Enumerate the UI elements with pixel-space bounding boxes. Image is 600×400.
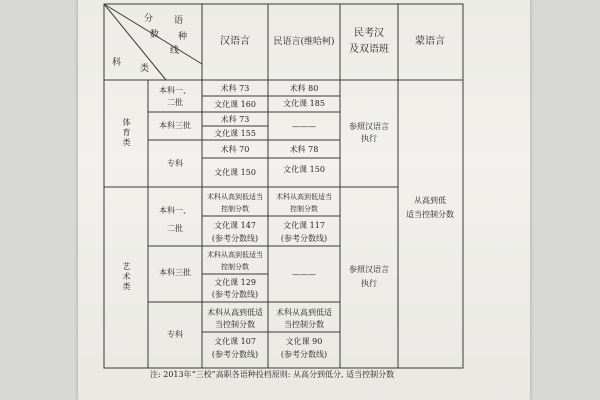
arts-batch12-line2: 二批 [167,224,183,233]
header-diag-fen: 分 [144,14,154,24]
arts-han-zk-ref: (参考分数线) [211,350,259,359]
sports-zhuanke: 专科 [167,159,183,168]
arts-zhuanke: 专科 [167,330,183,339]
header-diag-xian: 线 [170,46,180,56]
sports-batch12-line1: 本科一、 [159,86,191,95]
arts-min-b12-wenhua: 文化课 117 [283,221,325,230]
sports-minkao-line1: 参照汉语言 [349,122,389,131]
arts-min-zk-shuke-line1: 术科从高到低适 [276,308,332,317]
arts-han-b12-shuke-line2: 控制分数 [221,205,249,213]
arts-min-zk-wenhua: 文化课 90 [285,337,323,346]
sports-min-zk-wenhua: 文化课 150 [283,165,325,174]
arts-min-b3-dash: ——— [292,270,316,279]
arts-han-b3-shuke-line1: 术科从高到低适当 [207,251,263,259]
sports-minkao-line2: 执行 [361,134,377,143]
sports-batch12-line2: 二批 [167,98,183,107]
arts-min-zk-shuke-line2: 当控制分数 [284,320,324,329]
column-header-han: 汉语言 [220,36,250,47]
arts-min-b12-shuke-line2: 控制分数 [290,205,318,213]
sports-min-b12-shuke: 术科 80 [289,84,319,93]
arts-han-zk-shuke-line2: 当控制分数 [215,320,255,329]
footnote: 注: 2013年“三校”高职各语种投档原则: 从高分到低分, 适当控制分数 [150,370,395,379]
arts-minkao-line1: 参照汉语言 [349,265,389,274]
arts-han-b3-shuke-line2: 控制分数 [221,263,249,271]
column-header-minkao-line1: 民考汉 [354,28,384,39]
arts-han-b12-ref: (参考分数线) [211,234,259,243]
arts-han-zk-shuke-line1: 术科从高到低适 [207,308,263,317]
column-header-minkao-line2: 及双语班 [349,44,389,55]
sports-min-b3-dash: ——— [292,122,316,131]
arts-batch3: 本科三批 [159,268,191,277]
sports-han-zk-wenhua: 文化课 150 [214,168,256,177]
category-sports: 体育类 [122,118,131,148]
column-header-min: 民语言(维哈柯) [273,37,335,47]
header-diag-shu: 数 [150,30,160,40]
sports-han-b12-shuke: 术科 73 [220,84,250,93]
column-header-meng: 蒙语言 [415,36,445,47]
sports-min-b12-wenhua: 文化课 185 [283,99,325,108]
header-diag-zhong: 种 [178,32,188,42]
arts-han-zk-wenhua: 文化课 107 [214,337,256,346]
sports-han-b12-wenhua: 文化课 160 [214,100,256,109]
sports-han-zk-shuke: 术科 70 [220,145,250,154]
meng-line2: 适当控制分数 [406,210,454,219]
arts-han-b12-wenhua: 文化课 147 [214,221,256,230]
arts-minkao-line2: 执行 [361,279,377,288]
sports-han-b3-wenhua: 文化课 155 [214,129,256,138]
header-diag-yu: 语 [174,16,184,26]
header-diag-lei: 类 [140,64,150,74]
sports-batch3: 本科三批 [159,121,191,130]
arts-min-b12-shuke-line1: 术科从高到低适当 [276,193,332,201]
meng-line1: 从高到低 [414,196,446,205]
arts-batch12-line1: 本科一、 [159,206,191,215]
arts-han-b3-ref: (参考分数线) [211,290,259,299]
category-arts: 艺术类 [122,262,131,292]
sports-han-b3-shuke: 术科 73 [220,115,250,124]
header-diag-ke: 科 [112,58,122,68]
arts-han-b3-wenhua: 文化课 129 [214,278,256,287]
arts-min-b12-ref: (参考分数线) [280,234,328,243]
arts-min-zk-ref: (参考分数线) [280,350,328,359]
arts-han-b12-shuke-line1: 术科从高到低适当 [207,193,263,201]
sports-min-zk-shuke: 术科 78 [289,145,319,154]
